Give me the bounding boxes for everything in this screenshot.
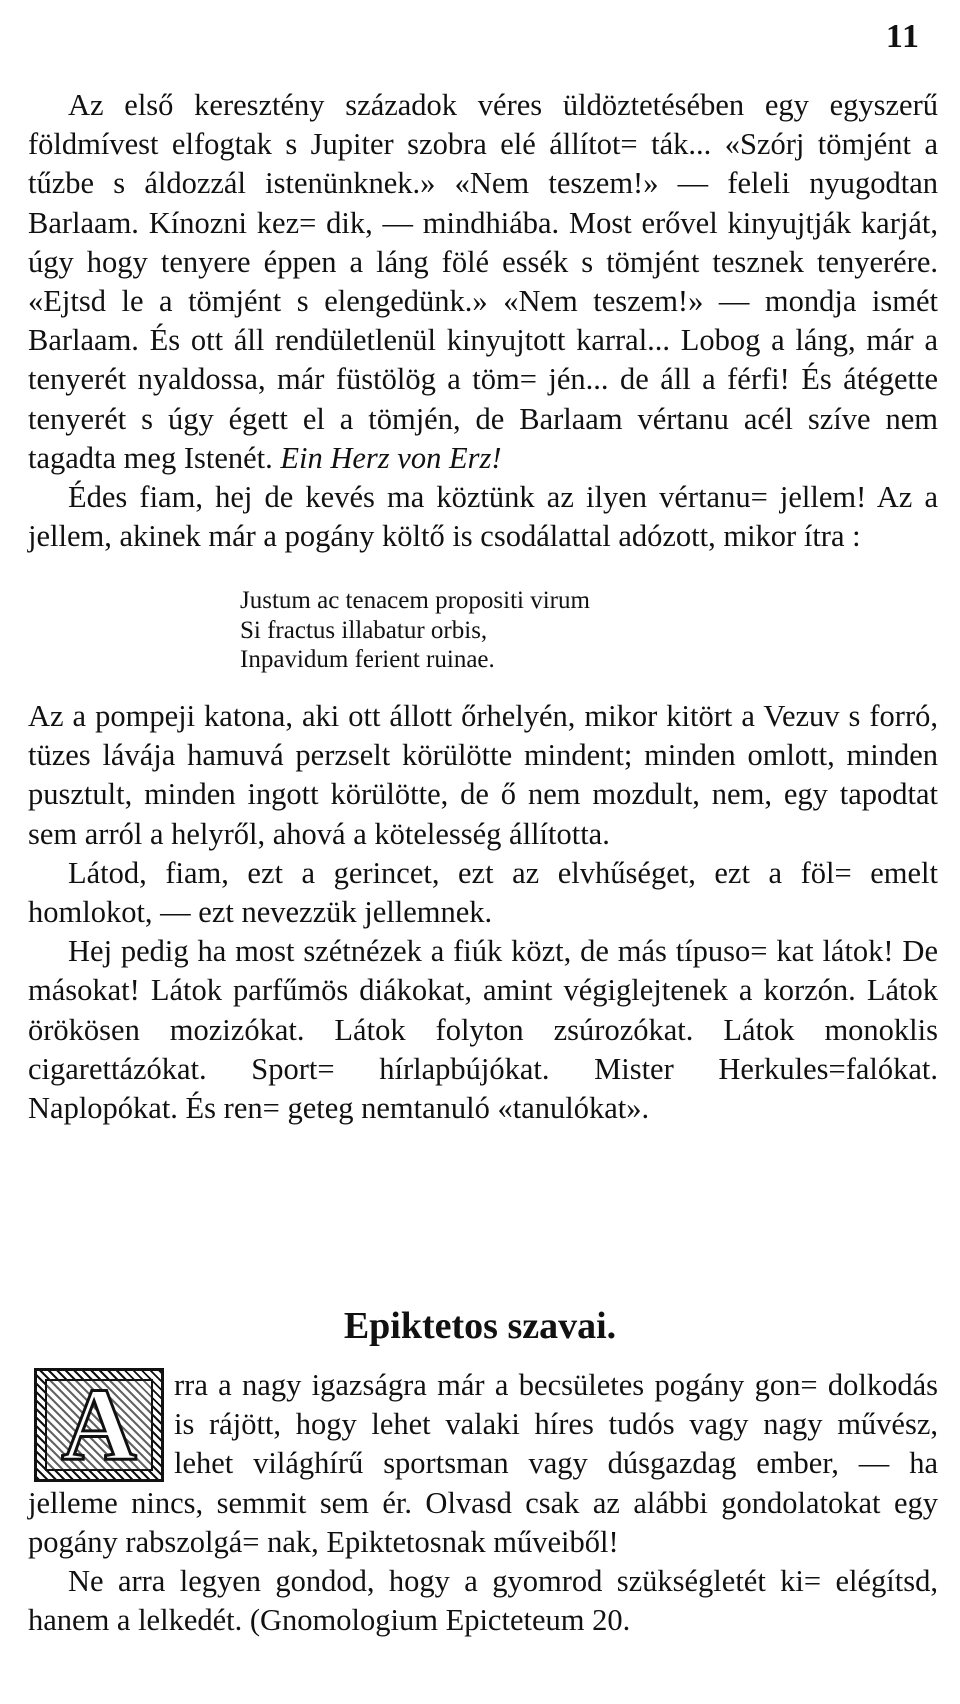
intro-text: rra a nagy igazságra már a becsületes pogány gon= dolkodás is rájött, hogy lehet valaki híres tudós vagy nagy művész, lehet világhírű sportsman vagy dúsgazdag ember, — ha jelleme nincs, semmit sem ér. Olvasd csak az alábbi gondolatokat egy pogány rabszolgá= nak, Epiktetosnak műveiből!: [28, 1368, 938, 1559]
page-number: 11: [885, 18, 920, 55]
paragraph-hej: Hej pedig ha most szétnézek a fiúk közt, de más típuso= kat látok! De másokat! Látok parfűmös diákokat, amint végiglejtenek a korzón. Látok örökösen mozizókat. Látok folyton zsúrozókat. Látok monoklis cigarettázókat. Sport= hírlapbújókat. Mister Herkules=falókat. Naplopókat. És ren= geteg nemtanuló «tanulókat».: [28, 934, 938, 1125]
paragraph-barlaam-text: Az első keresztény századok véres üldöztetésében egy egyszerű földmívest elfogtak s Jupiter szobra elé állítot= ták... «Szórj tömjént a tűzbe s áldozzál istenünknek.» «Nem teszem!» — feleli nyugodtan Barlaam. Kínozni kez= dik, — mindhiába. Most erővel kinyujtják karját, úgy hogy tenyere éppen a láng fölé essék s tömjént tesznek tenyerére. «Ejtsd le a tömjént s elengedünk.» «Nem teszem!» — mondja ismét Barlaam. És ott áll rendületlenül kinyujtott karral... Lobog a láng, már a tenyerét nyaldossa, már füstölög a töm= jén... de áll a férfi! És átégette tenyerét s úgy égett el a tömjén, de Barlaam vértanu acél szíve nem tagadta meg Istenét.: [28, 88, 938, 475]
paragraph-latod: Látod, fiam, ezt a gerincet, ezt az elvhűséget, ezt a föl= emelt homlokot, — ezt nevezzük jellemnek.: [28, 855, 938, 929]
paragraph-epiktetos-intro: [28, 1366, 938, 1562]
main-text: [28, 86, 938, 1128]
section-body: [28, 1366, 938, 1640]
paragraph-gnomologium: Ne arra legyen gondod, hogy a gyomrod szükségletét ki= elégítsd, hanem a lelkedét. (Gnomologium Epicteteum 20.: [28, 1564, 938, 1638]
quote-line: Justum ac tenacem propositi virum: [240, 587, 590, 615]
section-title: Epiktetos szavai.: [343, 1305, 617, 1347]
quote-line: Inpavidum ferient ruinae.: [240, 646, 495, 674]
quote-line: Si fractus illabatur orbis,: [240, 616, 488, 644]
latin-quote: [240, 586, 938, 675]
ornamental-initial-icon: [34, 1368, 164, 1482]
initial-letter: A: [61, 1368, 137, 1482]
paragraph-pompeji: Az a pompeji katona, aki ott állott őrhelyén, mikor kitört a Vezuv s forró, tüzes lávája hamuvá perzselt körülötte mindent; minden omlott, minden pusztult, minden ingott körülötte, de ő nem mozdult, nem, egy tapodtat sem arról a helyről, ahová a kötelesség állította.: [28, 698, 938, 851]
italic-phrase: Ein Herz von Erz!: [280, 440, 502, 475]
paragraph-vertanu: Édes fiam, hej de kevés ma köztünk az ilyen vértanu= jellem! Az a jellem, akinek már a pogány költő is csodálattal adózott, mikor ítra :: [28, 480, 938, 554]
paragraph-barlaam: [28, 86, 938, 478]
